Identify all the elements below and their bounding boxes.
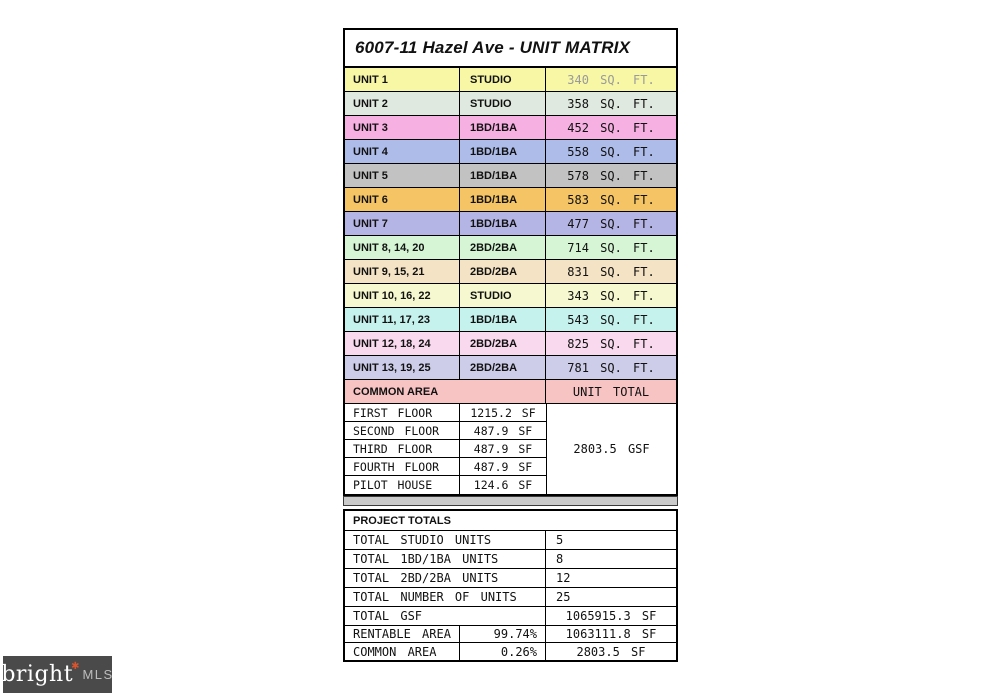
floor-name: FIRST FLOOR xyxy=(345,404,460,421)
project-totals-header: PROJECT TOTALS xyxy=(345,511,676,531)
floor-name: SECOND FLOOR xyxy=(345,422,460,439)
unit-type: STUDIO xyxy=(460,92,546,115)
unit-label: UNIT 13, 19, 25 xyxy=(345,356,460,379)
unit-label: UNIT 4 xyxy=(345,140,460,163)
logo-suffix-text: MLS xyxy=(82,667,114,682)
floor-name: FOURTH FLOOR xyxy=(345,458,460,475)
table-row-unit-10-16-22 xyxy=(343,284,678,308)
table-row-unit-3 xyxy=(343,116,678,140)
unit-matrix-document xyxy=(343,28,678,662)
table-row-unit-12-18-24 xyxy=(343,332,678,356)
table-row-common-area-total xyxy=(345,643,676,660)
common-area-floor-table xyxy=(343,404,678,496)
unit-label: UNIT 7 xyxy=(345,212,460,235)
table-row-unit-2 xyxy=(343,92,678,116)
unit-label: UNIT 3 xyxy=(345,116,460,139)
unit-type: 1BD/1BA xyxy=(460,140,546,163)
table-row-second-floor xyxy=(345,422,546,440)
unit-type: 2BD/2BA xyxy=(460,356,546,379)
unit-type: 1BD/1BA xyxy=(460,212,546,235)
unit-type: STUDIO xyxy=(460,68,546,91)
separator-bar xyxy=(343,496,678,506)
unit-sqft: 358 SQ. FT. xyxy=(567,96,655,111)
table-row-unit-13-19-25 xyxy=(343,356,678,380)
table-row-common-area xyxy=(343,380,678,404)
unit-label: UNIT 9, 15, 21 xyxy=(345,260,460,283)
unit-sqft: 825 SQ. FT. xyxy=(567,336,655,351)
table-row-unit-4 xyxy=(343,140,678,164)
unit-label: UNIT 5 xyxy=(345,164,460,187)
unit-label: UNIT 8, 14, 20 xyxy=(345,236,460,259)
floor-area: 1215.2 SF xyxy=(470,405,536,420)
unit-sqft: 583 SQ. FT. xyxy=(567,192,655,207)
unit-sqft: 714 SQ. FT. xyxy=(567,240,655,255)
unit-label: UNIT 6 xyxy=(345,188,460,211)
table-row-total-gsf xyxy=(345,607,676,626)
floor-area: 487.9 SF xyxy=(473,459,533,474)
unit-sqft: 452 SQ. FT. xyxy=(567,120,655,135)
common-area-pct: 0.26% xyxy=(460,643,546,660)
table-row-total-units xyxy=(345,588,676,607)
floor-name: THIRD FLOOR xyxy=(345,440,460,457)
total-label: TOTAL NUMBER OF UNITS xyxy=(345,588,546,606)
bright-mls-logo xyxy=(3,656,112,693)
common-area-label: COMMON AREA xyxy=(345,380,546,403)
table-row-first-floor xyxy=(345,404,546,422)
unit-label: UNIT 2 xyxy=(345,92,460,115)
table-row-third-floor xyxy=(345,440,546,458)
project-totals-table xyxy=(343,509,678,662)
unit-type: 1BD/1BA xyxy=(460,308,546,331)
total-label: TOTAL 2BD/2BA UNITS xyxy=(345,569,546,587)
total-label: TOTAL STUDIO UNITS xyxy=(345,531,546,549)
floor-rows xyxy=(345,404,546,494)
unit-label: UNIT 1 xyxy=(345,68,460,91)
unit-total-label: UNIT TOTAL xyxy=(572,384,650,399)
unit-type: 1BD/1BA xyxy=(460,164,546,187)
page-title: 6007-11 Hazel Ave - UNIT MATRIX xyxy=(343,28,678,68)
unit-type: STUDIO xyxy=(460,284,546,307)
floor-area: 487.9 SF xyxy=(473,441,533,456)
table-row-unit-9-15-21 xyxy=(343,260,678,284)
table-row-unit-8-14-20 xyxy=(343,236,678,260)
total-gsf-value: 1065915.3 SF xyxy=(565,609,657,623)
unit-sqft: 340 SQ. FT. xyxy=(567,72,655,87)
unit-label: UNIT 11, 17, 23 xyxy=(345,308,460,331)
star-icon: ✱ xyxy=(71,660,80,672)
common-area-value: 2803.5 SF xyxy=(576,644,646,659)
table-row-total-2bd xyxy=(345,569,676,588)
unit-type: 1BD/1BA xyxy=(460,188,546,211)
table-row-total-studio xyxy=(345,531,676,550)
table-row-total-1bd xyxy=(345,550,676,569)
unit-label: UNIT 12, 18, 24 xyxy=(345,332,460,355)
table-row-unit-6 xyxy=(343,188,678,212)
unit-sqft: 781 SQ. FT. xyxy=(567,360,655,375)
table-row-pilot-house xyxy=(345,476,546,494)
rentable-area-value: 1063111.8 SF xyxy=(565,627,657,641)
floor-area: 124.6 SF xyxy=(473,478,533,492)
total-value: 12 xyxy=(556,571,571,585)
table-row-unit-1 xyxy=(343,68,678,92)
total-gsf-label: TOTAL GSF xyxy=(345,607,546,625)
table-row-fourth-floor xyxy=(345,458,546,476)
unit-sqft: 477 SQ. FT. xyxy=(567,216,655,231)
unit-sqft: 831 SQ. FT. xyxy=(567,264,655,279)
unit-sqft: 343 SQ. FT. xyxy=(567,288,655,303)
common-area-gsf-total: 2803.5 GSF xyxy=(546,404,676,494)
table-row-rentable-area xyxy=(345,626,676,643)
unit-type: 2BD/2BA xyxy=(460,236,546,259)
unit-type: 1BD/1BA xyxy=(460,116,546,139)
unit-sqft: 558 SQ. FT. xyxy=(567,144,655,159)
total-value: 25 xyxy=(556,590,571,604)
floor-area: 487.9 SF xyxy=(473,423,533,438)
rentable-area-pct: 99.74% xyxy=(460,626,546,642)
table-row-unit-5 xyxy=(343,164,678,188)
total-label: TOTAL 1BD/1BA UNITS xyxy=(345,550,546,568)
logo-brand-text: bright xyxy=(1,661,74,687)
table-row-unit-11-17-23 xyxy=(343,308,678,332)
common-area-total-label: COMMON AREA xyxy=(345,643,460,660)
unit-sqft: 543 SQ. FT. xyxy=(567,312,655,327)
total-value: 8 xyxy=(556,552,564,566)
unit-sqft: 578 SQ. FT. xyxy=(567,168,655,183)
unit-type: 2BD/2BA xyxy=(460,260,546,283)
unit-type: 2BD/2BA xyxy=(460,332,546,355)
unit-label: UNIT 10, 16, 22 xyxy=(345,284,460,307)
total-value: 5 xyxy=(556,533,564,547)
rentable-area-label: RENTABLE AREA xyxy=(345,626,460,642)
floor-name: PILOT HOUSE xyxy=(345,476,460,494)
table-row-unit-7 xyxy=(343,212,678,236)
